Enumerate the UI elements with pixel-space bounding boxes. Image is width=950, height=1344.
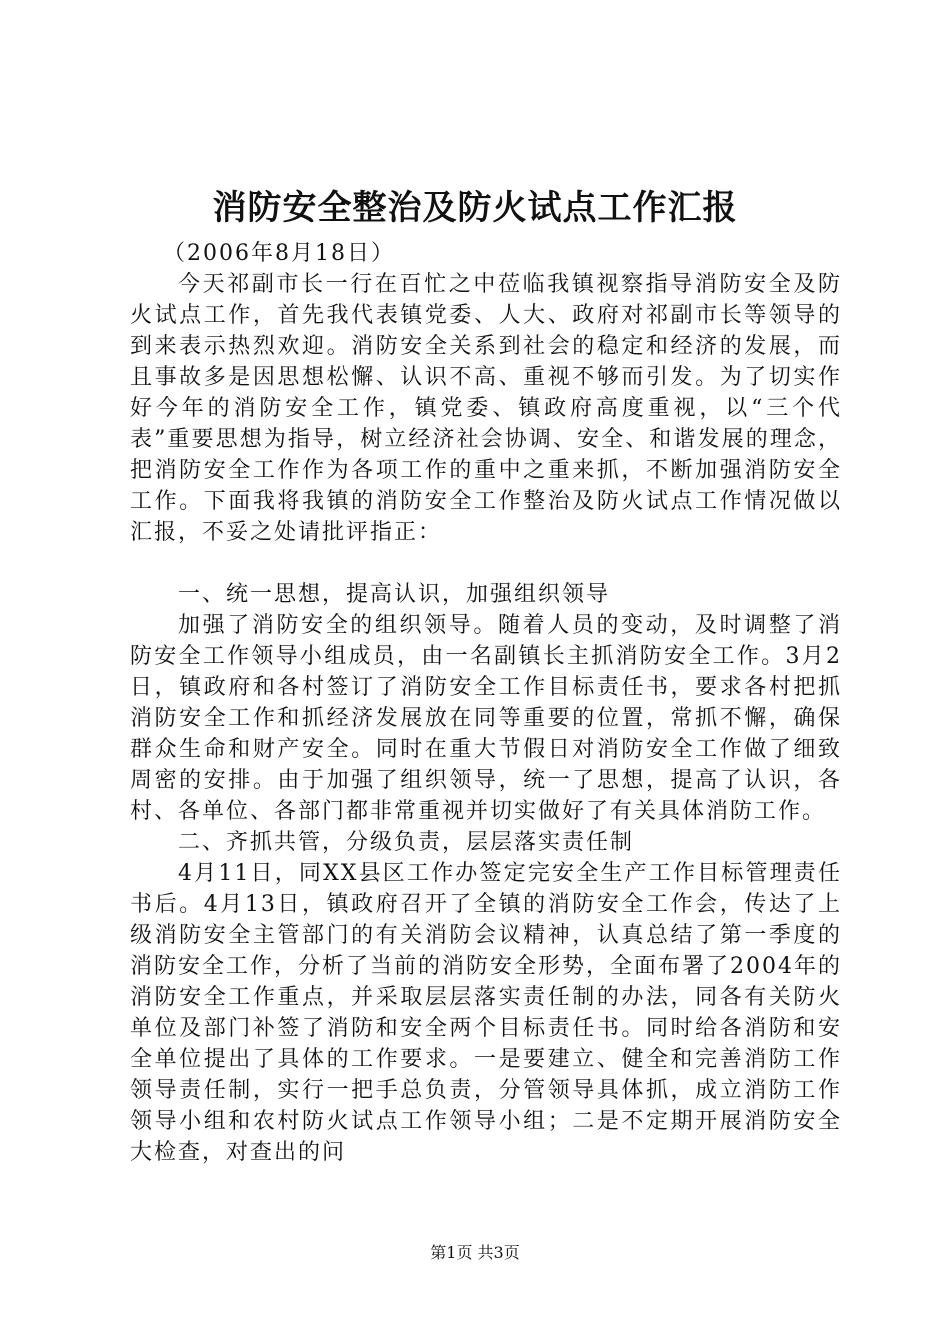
- paragraph-spacer: [130, 548, 842, 579]
- section-1-paragraph: 加强了消防安全的组织领导。随着人员的变动，及时调整了消防安全工作领导小组成员，由一名副镇长主抓消防安全工作。3月2日，镇政府和各村签订了消防安全工作目标责任书，要求各村把抓消防安全工作和抓经济发展放在同等重要的位置，常抓不懈，确保群众生命和财产安全。同时在重大节假日对消防安全工作做了细致周密的安排。由于加强了组织领导，统一了思想，提高了认识，各村、各单位、各部门都非常重视并切实做好了有关具体消防工作。: [130, 613, 842, 824]
- document-body: [130, 238, 842, 1168]
- section-2-heading: 二、齐抓共管，分级负责，层层落实责任制: [178, 830, 635, 855]
- section-2-paragraph: 4月11日，同XX县区工作办签定完安全生产工作目标管理责任书后。4月13日，镇政府召开了全镇的消防安全工作会，传达了上级消防安全主管部门的有关消防会议精神，认真总结了第一季度的消防安全工作，分析了当前的消防安全形势，全面布署了2004年的消防安全工作重点，并采取层层落实责任制的办法，同各有关防火单位及部门补签了消防和安全两个目标责任书。同时给各消防和安全单位提出了具体的工作要求。一是要建立、健全和完善消防工作领导责任制，实行一把手总负责，分管领导具体抓，成立消防工作领导小组和农村防火试点工作领导小组；二是不定期开展消防安全大检查，对查出的问: [130, 861, 842, 1165]
- section-1-heading: 一、统一思想，提高认识，加强组织领导: [178, 582, 611, 607]
- intro-paragraph: 今天祁副市长一行在百忙之中莅临我镇视察指导消防安全及防火试点工作，首先我代表镇党委、人大、政府对祁副市长等领导的到来表示热烈欢迎。消防安全关系到社会的稳定和经济的发展，而且事故多是因思想松懈、认识不高、重视不够而引发。为了切实作好今年的消防安全工作，镇党委、镇政府高度重视，以“三个代表”重要思想为指导，树立经济社会协调、安全、和谐发展的理念，把消防安全工作作为各项工作的重中之重来抓，不断加强消防安全工作。下面我将我镇的消防安全工作整治及防火试点工作情况做以汇报，不妥之处请批评指正：: [130, 272, 842, 545]
- report-date: （2006年8月18日）: [163, 241, 395, 266]
- page-footer: 第1页 共3页: [430, 1243, 520, 1262]
- document-title: 消防安全整治及防火试点工作汇报: [212, 188, 738, 228]
